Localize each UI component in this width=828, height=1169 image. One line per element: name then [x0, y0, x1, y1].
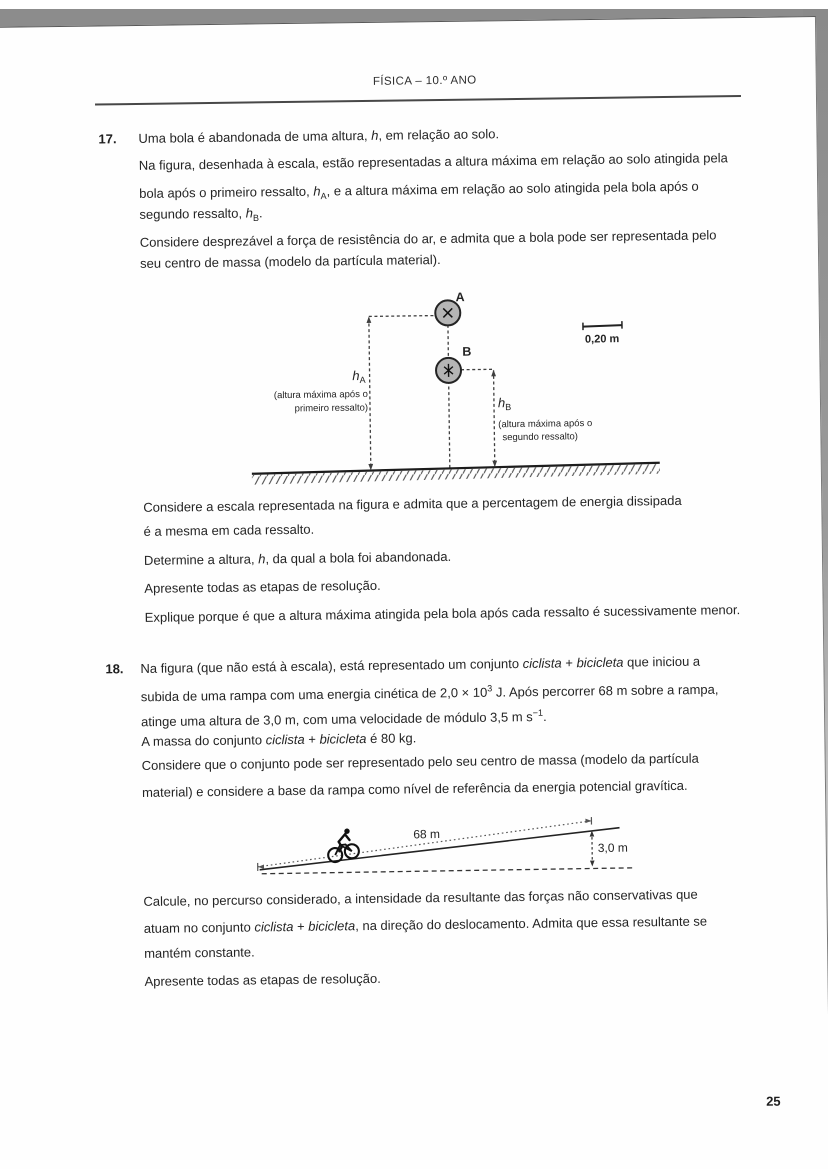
- q17-figure-bouncing-ball: [243, 279, 666, 489]
- cyclist-icon: [325, 827, 360, 862]
- q18-paragraph-line: Na figura (que não está à escala), está representado um conjunto ciclista + bicicleta que iniciou a: [140, 653, 701, 676]
- header-rule: [95, 95, 741, 105]
- q18-paragraph-line: subida de uma rampa com uma energia cinética de $2,0 \times 10^3$ J. Após percorrer 68 m sobre a rampa,: [140, 681, 719, 705]
- q17-determine-line: Determine a altura, h, da qual a bola foi abandonada.: [143, 548, 452, 568]
- ball-b: [436, 358, 461, 383]
- q17-steps-line: Apresente todas as etapas de resolução.: [144, 577, 381, 596]
- hB-dimension-line: [461, 369, 497, 467]
- q18-steps-line: Apresente todas as etapas de resolução.: [144, 970, 381, 989]
- page-header-title: FÍSICA – 10.º ANO: [372, 74, 477, 88]
- hA-caption-line1: (altura máxima após o: [273, 388, 368, 402]
- page-number: 25: [766, 1093, 781, 1109]
- q18-paragraph-line: Calcule, no percurso considerado, a intensidade da resultante das forças não conservativas que: [143, 886, 698, 909]
- q18-paragraph-line: material) e considere a base da rampa como nível de referência da energia potencial gravítica.: [141, 777, 688, 800]
- q18-paragraph-line: Considere que o conjunto pode ser representado pelo seu centro de massa (modelo da partícula: [141, 750, 699, 773]
- q17-paragraph-line: Na figura, desenhada à escala, estão representadas a altura máxima em relação ao solo atingida pela: [138, 150, 728, 173]
- hB-label: $h_B$: [497, 395, 512, 413]
- q17-paragraph-line: segundo ressalto, $h_B$.: [139, 205, 263, 224]
- hA-caption-line2: primeiro ressalto): [294, 402, 369, 415]
- question-17-number: 17.: [98, 131, 117, 147]
- scale-bar: [583, 321, 622, 330]
- hA-label: $h_A$: [352, 368, 366, 386]
- q17-intro: Uma bola é abandonada de uma altura, h, em relação ao solo.: [138, 126, 500, 146]
- ramp-height-arrow: [590, 831, 595, 867]
- q17-paragraph-line: Considere desprezável a força de resistência do ar, e admita que a bola pode ser representada pelo: [139, 227, 717, 250]
- ramp-baseline: [262, 868, 635, 874]
- q18-paragraph-line: atinge uma altura de 3,0 m, com uma velocidade de módulo 3,5 m $s^{-1}$.: [141, 707, 547, 730]
- hA-dimension-line: [366, 316, 436, 471]
- q17-paragraph-line: é a mesma em cada ressalto.: [143, 521, 315, 539]
- paper-sheet: [0, 16, 828, 1169]
- ramp-distance-label: 68 m: [413, 827, 441, 842]
- q17-explain-line: Explique porque é que a altura máxima atingida pela bola após cada ressalto é sucessivamente menor.: [144, 602, 741, 625]
- ramp-height-label: 3,0 m: [597, 840, 628, 855]
- q18-mass-line: A massa do conjunto ciclista + bicicleta é 80 kg.: [141, 730, 417, 749]
- q17-paragraph-line: seu centro de massa (modelo da partícula material).: [140, 251, 441, 271]
- scale-bar-label: 0,20 m: [584, 333, 620, 346]
- q17-paragraph-line: Considere a escala representada na figura e admita que a percentagem de energia dissipada: [143, 492, 682, 515]
- hB-caption-line1: (altura máxima após o: [498, 418, 593, 431]
- ground-hatching: [252, 464, 660, 485]
- q18-paragraph-line: mantém constante.: [144, 944, 255, 961]
- question-18-number: 18.: [105, 661, 124, 677]
- q17-paragraph-line: bola após o primeiro ressalto, $h_A$, e a altura máxima em relação ao solo atingida pela bola após o: [139, 178, 699, 202]
- q18-paragraph-line: atuam no conjunto ciclista + bicicleta, na direção do deslocamento. Admita que essa resultante se: [143, 913, 708, 936]
- ball-b-label: B: [462, 344, 472, 359]
- ramp-distance-line: [257, 817, 592, 871]
- ball-trajectory-dashed-line: [448, 325, 450, 469]
- hB-caption-line2: segundo ressalto): [502, 431, 579, 444]
- q18-figure-ramp: [252, 807, 653, 890]
- ball-a-label: A: [455, 290, 465, 305]
